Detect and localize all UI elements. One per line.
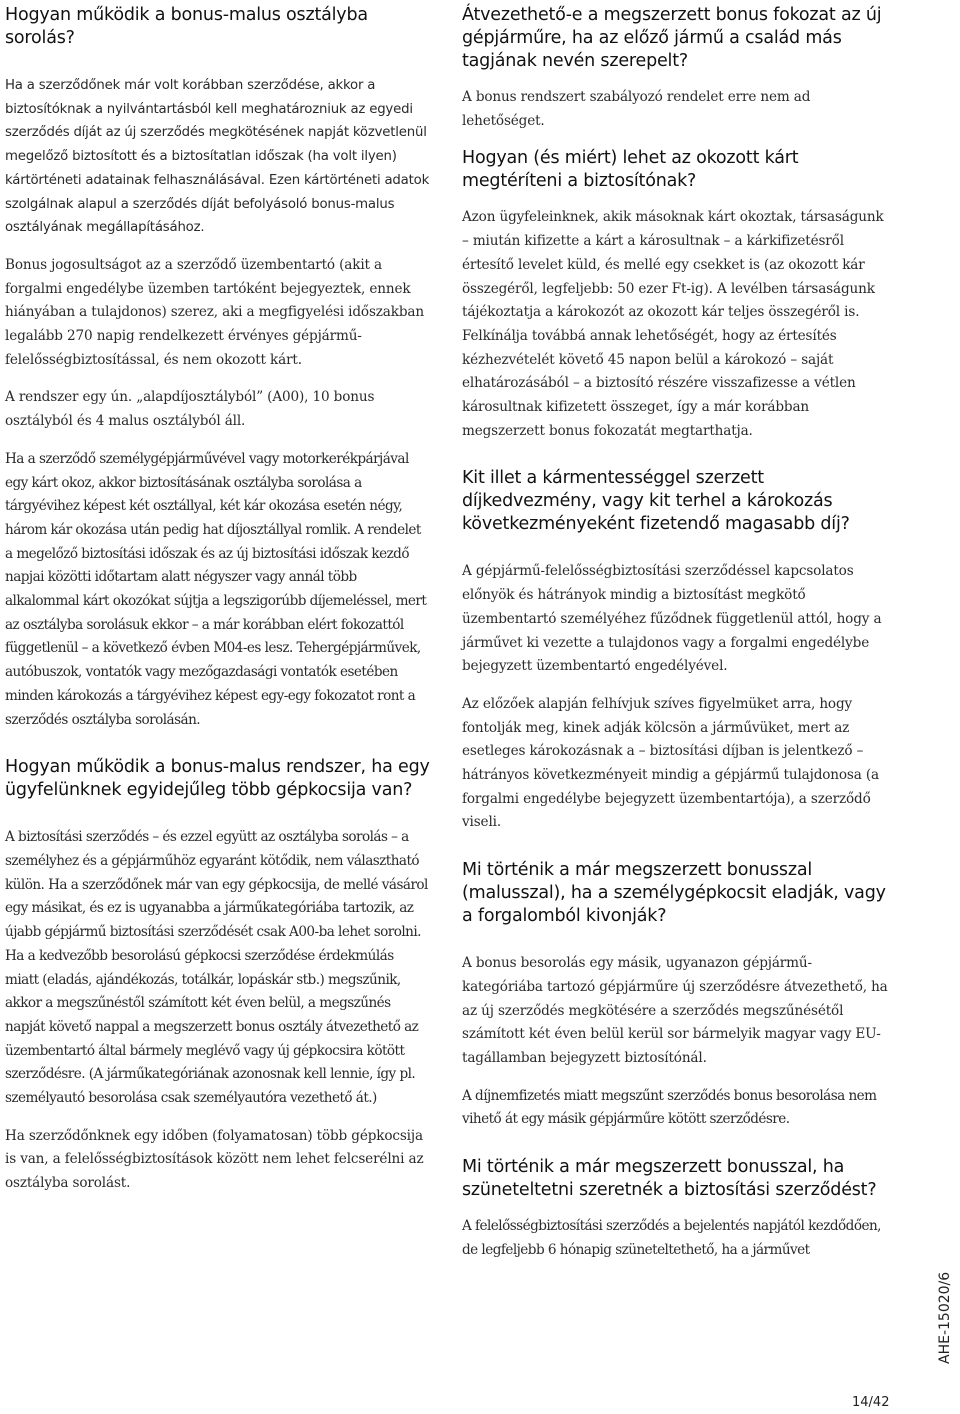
heading-sold-vehicle: Mi történik a már megszerzett bonusszal (malusszal), ha a személygépkocsit eladják, vagy a forgalomból kivonják?	[462, 860, 886, 927]
paragraph-prior-contract: Ha a szerződőnek már volt korábban szerződése, akkor a biztosítóknak a nyilvántartásból kell meghatározniuk az egyedi szerződés díját az új szerződés megkötésének napját közvetlenül megelőző biztosított és a biztosítatlan időszak (ha volt ilyen) kártörténeti adatainak felhasználásával. Ezen kártörténeti adatok szolgálnak alapul a szerződés díját befolyásoló bonus-malus osztályának megállapításához.	[5, 78, 430, 236]
heading-bonus-malus-classification: Hogyan működik a bonus-malus osztályba sorolás?	[5, 5, 368, 48]
heading-claim-reimbursement: Hogyan (és miért) lehet az okozott kárt megtéríteni a biztosítónak?	[462, 148, 799, 192]
paragraph-bonus-transfer: A bonus besorolás egy másik, ugyanazon gépjármű-kategóriába tartozó gépjárműre új szerződésre átvezethető, ha az új szerződés megkötésére a szerződés megszűnésétől számított két éven belül kerül sor bármelyik magyar vagy EU-tagállamban bejegyzett biztosítónál.	[462, 955, 888, 1066]
paragraph-system-classes: A rendszer egy ún. „alapdíjosztályból” (A00), 10 bonus osztályból és 4 malus osztályból áll.	[5, 389, 375, 430]
paragraph-no-possibility: A bonus rendszert szabályozó rendelet erre nem ad lehetőséget.	[462, 89, 811, 129]
paragraph-nonpayment: A díjnemfizetés miatt megszűnt szerződés bonus besorolása nem vihető át egy másik gépjárműre kötött szerződésre.	[462, 1087, 877, 1128]
heading-suspension: Mi történik a már megszerzett bonusszal, ha szüneteltetni szeretnék a biztosítási szerződést?	[462, 1157, 877, 1201]
paragraph-operator-advantages: A gépjármű-felelősségbiztosítási szerződéssel kapcsolatos előnyök és hátrányok mindig a biztosítást megkötő üzembentartó személyéhez fűződnek függetlenül attól, hogy a járművet ki vezette a tulajdonos vagy a forgalmi engedélybe bejegyzett üzembentartó engedélyével.	[462, 563, 882, 675]
page-number: 14/42	[852, 1395, 890, 1410]
document-code: AHE-15020/6	[937, 1271, 953, 1364]
paragraph-class-downgrade: Ha a szerződő személygépjárművével vagy motorkerékpárjával egy kárt okoz, akkor biztosításának osztályba sorolása a tárgyévihez képest két osztállyal, két kár okozása esetén négy, három kár okozása után pedig hat díjosztállyal romlik. A rendelet a megelőző biztosítási időszak és az új biztosítási időszak kezdő napjai közötti időtartam alatt négyszer vagy annál több alkalommal kárt okozókat sújtja a legszigorúbb díjemeléssel, mert az osztályba sorolásuk ekkor – a már korábban elért fokozattól függetlenül – a következő évben M04-es lesz. Tehergépjárművek, autóbuszok, vontatók vagy mezőgazdasági vontatók esetében minden károkozás a tárgyévihez képest egy-egy fokozatot ront a szerződés osztályba sorolásán.	[5, 450, 427, 728]
heading-multiple-cars: Hogyan működik a bonus-malus rendszer, ha egy ügyfelünknek egyidejűleg több gépkocsija van?	[5, 757, 430, 801]
heading-discount-owner: Kit illet a kármentességgel szerzett díjkedvezmény, vagy kit terhel a károkozás következményeként fizetendő magasabb díj?	[462, 468, 850, 535]
right-column	[462, 4, 892, 1277]
paragraph-suspension-terms: A felelősségbiztosítási szerződés a bejelentés napjától kezdődően, de legfeljebb 6 hónapig szüneteltethető, ha a járművet	[462, 1218, 881, 1258]
paragraph-no-swap: Ha szerződőnknek egy időben (folyamatosan) több gépkocsija is van, a felelősségbiztosítások között nem lehet felcserélni az osztályba sorolást.	[5, 1127, 424, 1192]
heading-family-transfer: Átvezethető-e a megszerzett bonus fokozat az új gépjárműre, ha az előző jármű a család más tagjának nevén szerepelt?	[462, 5, 882, 71]
paragraph-contract-binding: A biztosítási szerződés – és ezzel együtt az osztályba sorolás – a személyhez és a gépjárműhöz egyaránt kötődik, nem választható külön. Ha a szerződőnek már van egy gépkocsija, de mellé vásárol egy másikat, és ez is ugyanabba a járműkategóriába tartozik, az újabb gépjármű biztosítási szerződését csak A00-ba lehet sorolni. Ha a kedvezőbb besorolású gépkocsi szerződése érdekmúlás miatt (eladás, ajándékozás, totálkár, lopáskár stb.) megszűnik, akkor a megszűnéstől számított két éven belül, a megszűnés napját követő nappal a megszerzett bonus osztály átvezethető az üzembentartó által bármely meglévő vagy új gépkocsira kötött szerződésre. (A járműkategóriának azonosnak kell lennie, így pl. személyautó besorolása csak személyautóra vezethető át.)	[5, 829, 428, 1107]
left-column	[5, 4, 430, 1210]
paragraph-reimbursement-process: Azon ügyfeleinknek, akik másoknak kárt okoztak, társaságunk – miután kifizette a kárt a károsultnak – a kárkifizetésről értesítő levelet küld, és mellé egy csekket is (az okozott kár összegéről, legfeljebb: 50 ezer Ft-ig). A levélben társaságunk tájékoztatja a károkozót az okozott kár teljes összegéről is. Felkínálja továbbá annak lehetőségét, hogy az értesítés kézhezvételét követő 45 napon belül a károkozó – saját elhatározásából – a biztosító részére visszafizesse a vétlen károsultnak kifizetett összeget, így a már korábban megszerzett bonus fokozatát megtarthatja.	[462, 209, 884, 439]
paragraph-lending-warning: Az előzőek alapján felhívjuk szíves figyelmüket arra, hogy fontolják meg, kinek adják kölcsön a járművüket, mert az esetleges károkozásnak a – biztosítási díjban is jelentkező – hátrányos következményeit mindig a gépjármű tulajdonosa (a forgalmi engedélybe bejegyzett üzembentartója), a szerződő viseli.	[462, 695, 879, 831]
paragraph-bonus-eligibility: Bonus jogosultságot az a szerződő üzembentartó (akit a forgalmi engedélybe üzemben tartóként bejegyeztek, ennek hiányában a tulajdonos) szerez, aki a megfigyelési időszakban legalább 270 napig rendelkezett érvényes gépjármű-felelősségbiztosítással, és nem okozott kárt.	[5, 256, 424, 368]
